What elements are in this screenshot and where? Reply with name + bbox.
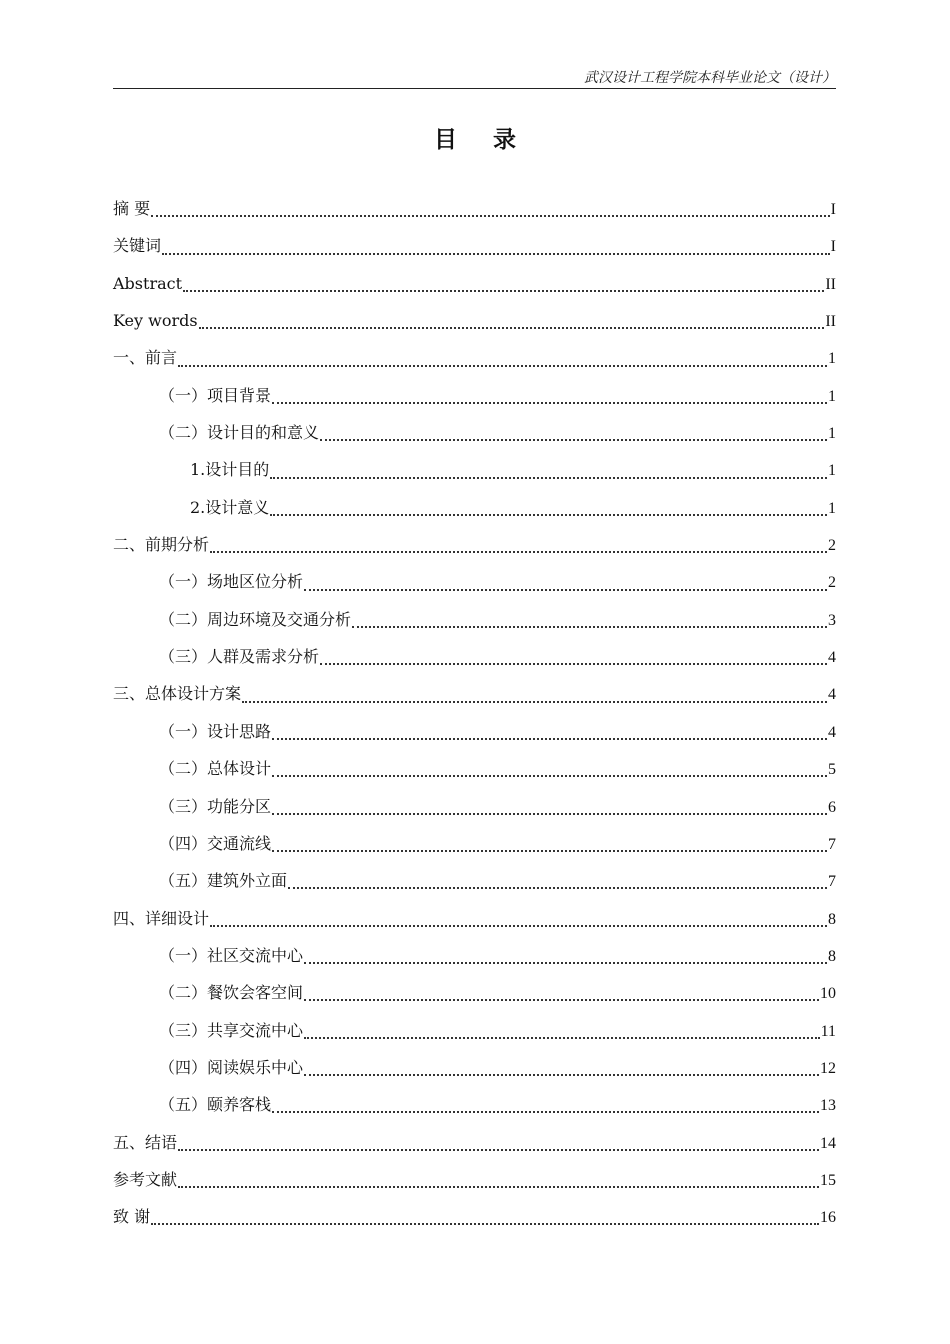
toc-entry-page-number: 4 — [828, 723, 836, 741]
toc-entry-label: （一）场地区位分析 — [159, 572, 304, 592]
toc-dot-leader — [178, 1185, 819, 1188]
toc-entry[interactable] — [113, 1086, 836, 1123]
toc-entry-page-number: 11 — [820, 1022, 836, 1040]
toc-entry-page-number: 5 — [828, 761, 836, 779]
header-rule — [113, 88, 836, 89]
toc-entry-label: （二）餐饮会客空间 — [159, 983, 304, 1003]
toc-dot-leader — [151, 214, 830, 217]
toc-entry-label: （二）周边环境及交通分析 — [159, 609, 352, 629]
toc-entry-label: （四）阅读娱乐中心 — [159, 1057, 304, 1077]
toc-entry-page-number: 14 — [820, 1134, 836, 1152]
toc-entry-page-number: 7 — [828, 835, 836, 853]
toc-entry-page-number: 1 — [828, 387, 836, 405]
toc-entry-label: 三、总体设计方案 — [113, 684, 242, 704]
toc-entry-label: 五、结语 — [113, 1132, 178, 1152]
toc-entry-label: 四、详细设计 — [113, 908, 210, 928]
toc-dot-leader — [270, 476, 827, 479]
toc-entry[interactable] — [113, 563, 836, 600]
toc-entry[interactable] — [113, 713, 836, 750]
toc-entry[interactable] — [113, 974, 836, 1011]
toc-dot-leader — [242, 700, 827, 703]
toc-dot-leader — [304, 588, 827, 591]
toc-entry-label: 2.设计意义 — [190, 497, 270, 517]
toc-entry-label: Abstract — [113, 273, 183, 293]
toc-dot-leader — [288, 886, 827, 889]
toc-entry[interactable] — [113, 489, 836, 526]
toc-entry-page-number: 1 — [828, 462, 836, 480]
running-header: 武汉设计工程学院本科毕业论文（设计） — [584, 70, 836, 86]
toc-dot-leader — [178, 364, 827, 367]
toc-dot-leader — [272, 812, 827, 815]
toc-entry[interactable] — [113, 1198, 836, 1235]
toc-entry[interactable] — [113, 1012, 836, 1049]
toc-entry-label: （四）交通流线 — [159, 833, 272, 853]
toc-entry[interactable] — [113, 638, 836, 675]
toc-entry-page-number: 13 — [820, 1097, 836, 1115]
toc-entry[interactable] — [113, 265, 836, 302]
toc-entry-page-number: I — [830, 201, 836, 218]
toc-entry-label: 参考文献 — [113, 1169, 178, 1189]
toc-entry[interactable] — [113, 862, 836, 899]
toc-entry-page-number: 8 — [828, 947, 836, 965]
toc-dot-leader — [162, 252, 830, 255]
toc-dot-leader — [304, 1073, 819, 1076]
toc-entry-label: 关键词 — [113, 236, 162, 256]
toc-entry-page-number: 1 — [828, 350, 836, 368]
toc-entry[interactable] — [113, 414, 836, 451]
toc-entry[interactable] — [113, 825, 836, 862]
toc-dot-leader — [210, 550, 827, 553]
toc-entry[interactable] — [113, 1049, 836, 1086]
toc-entry[interactable] — [113, 601, 836, 638]
toc-entry-label: （一）社区交流中心 — [159, 945, 304, 965]
table-of-contents — [113, 190, 836, 1236]
toc-dot-leader — [320, 438, 827, 441]
toc-entry-page-number: 15 — [820, 1171, 836, 1189]
toc-dot-leader — [320, 662, 827, 665]
toc-entry-page-number: 4 — [828, 649, 836, 667]
toc-entry[interactable] — [113, 227, 836, 264]
toc-entry-page-number: 4 — [828, 686, 836, 704]
toc-entry-page-number: 7 — [828, 873, 836, 891]
toc-entry-label: （三）人群及需求分析 — [159, 647, 320, 667]
toc-entry-page-number: 2 — [828, 537, 836, 555]
toc-entry[interactable] — [113, 937, 836, 974]
toc-entry-label: （三）功能分区 — [159, 796, 272, 816]
toc-entry-page-number: 8 — [828, 910, 836, 928]
toc-entry[interactable] — [113, 900, 836, 937]
toc-dot-leader — [272, 1110, 819, 1113]
toc-dot-leader — [272, 774, 827, 777]
toc-entry[interactable] — [113, 302, 836, 339]
toc-entry-page-number: II — [825, 275, 836, 293]
toc-entry[interactable] — [113, 788, 836, 825]
toc-dot-leader — [178, 1148, 819, 1151]
toc-entry[interactable] — [113, 750, 836, 787]
toc-entry-page-number: 1 — [828, 499, 836, 517]
toc-entry-page-number: II — [825, 313, 836, 331]
toc-dot-leader — [304, 961, 827, 964]
toc-entry-page-number: 10 — [820, 985, 836, 1003]
toc-entry-label: （五）颐养客栈 — [159, 1095, 272, 1115]
toc-entry[interactable] — [113, 377, 836, 414]
toc-entry[interactable] — [113, 675, 836, 712]
toc-entry-label: （二）总体设计 — [159, 759, 272, 779]
toc-entry-page-number: 3 — [828, 611, 836, 629]
toc-entry-page-number: 16 — [820, 1209, 836, 1227]
toc-dot-leader — [352, 625, 827, 628]
toc-entry[interactable] — [113, 339, 836, 376]
toc-entry-label: 致 谢 — [113, 1207, 151, 1227]
toc-entry-label: （二）设计目的和意义 — [159, 423, 320, 443]
toc-entry-label: （三）共享交流中心 — [159, 1020, 304, 1040]
toc-dot-leader — [151, 1222, 819, 1225]
toc-dot-leader — [210, 924, 827, 927]
page-title: 目 录 — [433, 127, 530, 153]
toc-entry-label: 1.设计目的 — [190, 460, 270, 480]
toc-dot-leader — [272, 401, 827, 404]
toc-entry-page-number: 2 — [828, 574, 836, 592]
toc-dot-leader — [270, 513, 827, 516]
toc-entry-page-number: I — [830, 238, 836, 256]
toc-entry-label: （五）建筑外立面 — [159, 871, 288, 891]
toc-entry-label: 摘 要 — [113, 199, 151, 218]
toc-dot-leader — [183, 289, 824, 292]
toc-entry-page-number: 12 — [820, 1059, 836, 1077]
toc-entry-label: 一、前言 — [113, 348, 178, 368]
toc-entry[interactable] — [113, 526, 836, 563]
toc-entry-label: Key words — [113, 311, 198, 331]
toc-dot-leader — [272, 737, 827, 740]
toc-dot-leader — [199, 326, 825, 329]
toc-entry-label: 二、前期分析 — [113, 535, 210, 555]
toc-entry-label: （一）项目背景 — [159, 385, 272, 405]
toc-entry-page-number: 6 — [828, 798, 836, 816]
toc-entry[interactable] — [113, 190, 836, 227]
toc-entry[interactable] — [113, 1124, 836, 1161]
toc-dot-leader — [272, 849, 827, 852]
toc-entry[interactable] — [113, 451, 836, 488]
toc-entry-page-number: 1 — [828, 425, 836, 443]
toc-entry-label: （一）设计思路 — [159, 721, 272, 741]
toc-dot-leader — [304, 998, 819, 1001]
toc-dot-leader — [304, 1036, 820, 1039]
toc-entry[interactable] — [113, 1161, 836, 1198]
